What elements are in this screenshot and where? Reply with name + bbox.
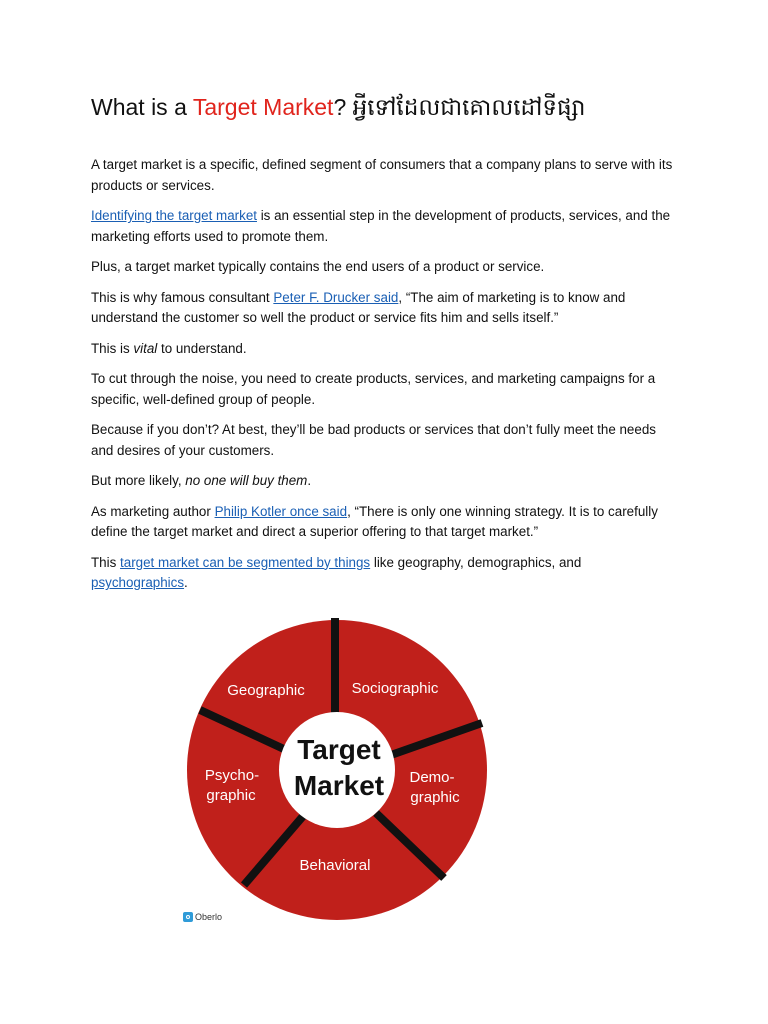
segment-demographic-line2: graphic [410, 789, 460, 806]
title-suffix: ? អ្វីទៅដែលជាគោលដៅទីផ្សា [333, 94, 586, 120]
link-philip-kotler[interactable]: Philip Kotler once said [214, 503, 348, 519]
paragraph-more-likely: But more likely, no one will buy them. [91, 473, 312, 488]
title-prefix: What is a [91, 94, 193, 120]
segment-psychographic-line1: Psycho- [204, 767, 260, 784]
link-psychographics[interactable]: psychographics [91, 575, 185, 590]
title-accent: Target Market [192, 94, 334, 120]
link-segmented-by-things[interactable]: target market can be segmented by things [120, 554, 371, 570]
link-identifying-target-market[interactable]: Identifying the target market [91, 208, 257, 223]
paragraph-if-you-dont: Because if you don’t? At best, they’ll be bad products or services that don’t fully meet the needs and desires of your customers. [91, 422, 656, 458]
credit-label: Oberlo [195, 912, 223, 922]
paragraph-segmented: This target market can be segmented by things like geography, demographics, and psychographics. [91, 554, 582, 590]
center-label-line2: Market [293, 770, 385, 801]
segment-geographic: Geographic [227, 682, 305, 699]
oberlo-logo-icon [183, 912, 193, 922]
link-peter-drucker[interactable]: Peter F. Drucker said [273, 289, 399, 305]
paragraph-definition: A target market is a specific, defined segment of consumers that a company plans to serve with its products or services. [91, 157, 673, 193]
paragraph-identifying: Identifying the target market is an essential step in the development of products, services, and the marketing efforts used to promote them. [91, 208, 671, 244]
center-label-line1: Target [297, 734, 381, 765]
paragraph-vital: This is vital to understand. [91, 340, 247, 356]
segment-sociographic: Sociographic [351, 680, 439, 697]
paragraph-drucker: This is why famous consultant Peter F. Drucker said, “The aim of marketing is to know and understand the customer so well the product or service fits him and sells itself.” [91, 289, 626, 325]
segment-behavioral: Behavioral [299, 857, 371, 874]
article-body [91, 155, 681, 604]
image-credit [183, 912, 222, 922]
paragraph-end-users: Plus, a target market typically contains the end users of a product or service. [91, 259, 545, 274]
paragraph-kotler: As marketing author Philip Kotler once said, “There is only one winning strategy. It is to carefully define the target market and direct a superior offering to that target market.” [91, 503, 658, 539]
page-title [91, 94, 585, 127]
segment-demographic-line1: Demo- [409, 769, 455, 786]
target-market-wheel [186, 615, 488, 925]
paragraph-cut-through: To cut through the noise, you need to create products, services, and marketing campaigns for a specific, well-defined group of people. [91, 371, 656, 407]
segment-psychographic-line2: graphic [206, 787, 256, 804]
